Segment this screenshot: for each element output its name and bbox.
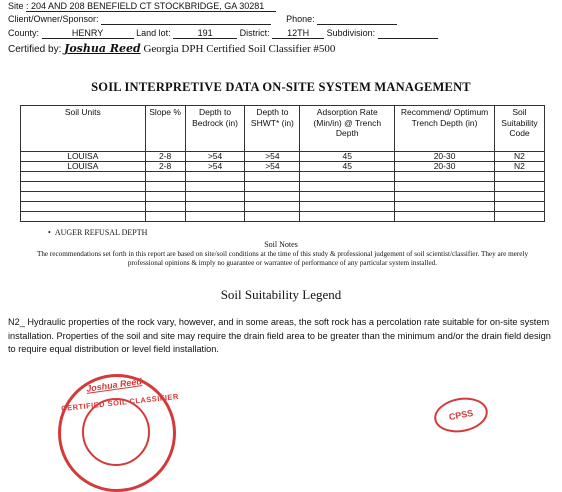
table-cell — [245, 172, 300, 182]
table-cell — [300, 172, 395, 182]
seal-name-text: Joshua Reed — [85, 376, 143, 394]
table-cell — [395, 202, 495, 212]
table-cell — [494, 212, 544, 222]
table-cell: 2-8 — [145, 162, 185, 172]
table-cell: 2-8 — [145, 152, 185, 162]
table-cell — [245, 182, 300, 192]
site-line — [8, 1, 276, 12]
certified-label: Certified by: — [8, 44, 62, 55]
table-row — [21, 212, 545, 222]
soil-notes-title: Soil Notes — [264, 240, 298, 249]
table-cell: >54 — [185, 162, 245, 172]
auger-note — [48, 228, 147, 237]
header-slope: Slope % — [145, 106, 185, 152]
table-cell: 20-30 — [395, 152, 495, 162]
table-header-row — [21, 106, 545, 152]
table-cell — [185, 202, 245, 212]
table-cell — [145, 212, 185, 222]
certification-line — [8, 42, 335, 55]
table-cell — [145, 202, 185, 212]
table-cell — [185, 182, 245, 192]
district-value: 12TH — [272, 28, 324, 39]
table-cell — [21, 202, 146, 212]
table-cell — [245, 192, 300, 202]
soil-notes-body: The recommendations set forth in this report are based on site/soil conditions at the time of this study & professional judgement of soil scientist/classifier. They are merely professional opinions & imply no guarantee or warrantee of performance of any particular system installed. — [36, 250, 529, 267]
legend-body: N2_ Hydraulic properties of the rock vary, however, and in some areas, the soft rock has a percolation rate suitable for on-site system installation. Properties of the soil and site may require the drain field area to be greater than the minimum and/or the drain field design to require equal distribution or level field installation. — [8, 317, 551, 354]
table-row — [21, 172, 545, 182]
legend-title: Soil Suitability Legend — [220, 287, 342, 302]
phone-value-line — [317, 14, 397, 25]
certification-text: Georgia DPH Certified Soil Classifier #500 — [143, 43, 336, 55]
table-cell — [145, 182, 185, 192]
table-cell: >54 — [245, 152, 300, 162]
header-trench-depth: Recommend/ Optimum Trench Depth (in) — [395, 106, 495, 152]
table-cell — [185, 212, 245, 222]
county-line — [8, 28, 438, 39]
table-cell — [494, 192, 544, 202]
table-cell — [185, 172, 245, 182]
table-cell: 45 — [300, 152, 395, 162]
subdivision-value-line — [378, 28, 438, 39]
auger-note-text: AUGER REFUSAL DEPTH — [54, 228, 148, 237]
table-cell: N2 — [494, 162, 544, 172]
table-row — [21, 162, 545, 172]
table-cell: 45 — [300, 162, 395, 172]
table-cell — [300, 192, 395, 202]
table-cell: >54 — [185, 152, 245, 162]
header-soil-units: Soil Units — [21, 106, 146, 152]
cpss-stamp-logo — [431, 394, 490, 437]
site-label: Site — [8, 1, 24, 11]
client-label: Client/Owner/Sponsor: — [8, 14, 99, 24]
table-cell — [300, 212, 395, 222]
table-cell: N2 — [494, 152, 544, 162]
client-value-line — [101, 14, 271, 25]
table-row — [21, 152, 545, 162]
table-cell: >54 — [245, 162, 300, 172]
table-cell — [21, 182, 146, 192]
table-cell: LOUISA — [21, 162, 146, 172]
table-cell — [245, 212, 300, 222]
table-cell: LOUISA — [21, 152, 146, 162]
soil-data-table — [20, 105, 545, 222]
county-value: HENRY — [42, 28, 134, 39]
table-cell — [21, 192, 146, 202]
table-row — [21, 192, 545, 202]
header-depth-bedrock: Depth to Bedrock (in) — [185, 106, 245, 152]
table-cell — [245, 202, 300, 212]
table-row — [21, 202, 545, 212]
header-suitability-code: Soil Suitability Code — [494, 106, 544, 152]
signature: Joshua Reed — [64, 42, 141, 55]
site-value: : 204 AND 208 BENEFIELD CT STOCKBRIDGE, GA 30281 — [26, 1, 276, 12]
table-row — [21, 182, 545, 192]
table-cell — [395, 182, 495, 192]
county-label: County: — [8, 28, 40, 38]
table-cell: 20-30 — [395, 162, 495, 172]
bullet-icon: • — [48, 228, 55, 237]
landlot-value: 191 — [173, 28, 237, 39]
phone-label: Phone: — [286, 14, 315, 24]
client-line — [8, 14, 397, 25]
landlot-label: Land lot: — [136, 28, 171, 38]
table-cell — [395, 212, 495, 222]
table-cell — [494, 172, 544, 182]
table-cell — [21, 212, 146, 222]
table-cell — [185, 192, 245, 202]
table-cell — [300, 202, 395, 212]
subdivision-label: Subdivision: — [326, 28, 376, 38]
table-cell — [300, 182, 395, 192]
table-cell — [145, 192, 185, 202]
header-adsorption-rate: Adsorption Rate (Min/in) @ Trench Depth — [300, 106, 395, 152]
district-label: District: — [239, 28, 270, 38]
cpss-text: CPSS — [448, 407, 474, 423]
header-depth-shwt: Depth to SHWT* (in) — [245, 106, 300, 152]
table-cell — [494, 182, 544, 192]
table-cell — [21, 172, 146, 182]
page-title: SOIL INTERPRETIVE DATA ON-SITE SYSTEM MANAGEMENT — [91, 80, 471, 94]
seal-ring-text: CERTIFIED SOIL CLASSIFIER — [60, 391, 180, 414]
table-cell — [145, 172, 185, 182]
table-cell — [494, 202, 544, 212]
table-cell — [395, 172, 495, 182]
table-cell — [395, 192, 495, 202]
